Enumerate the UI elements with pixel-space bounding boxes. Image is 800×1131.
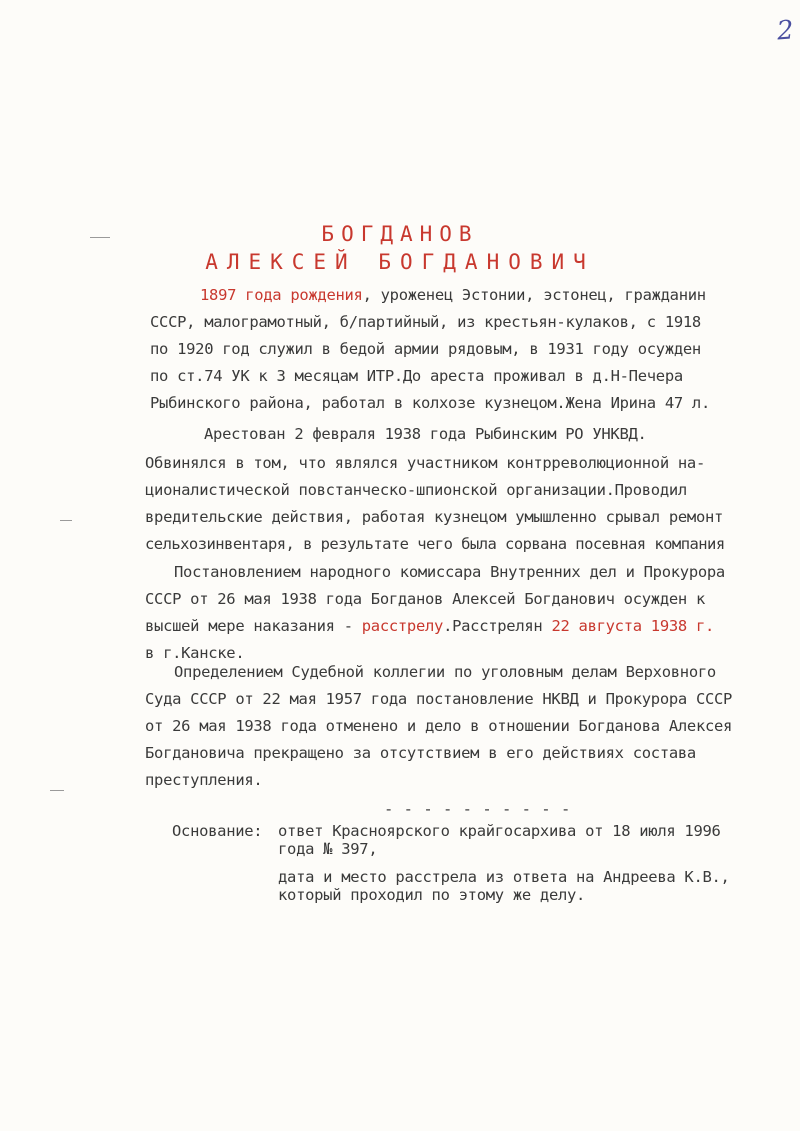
charge-line-3: вредительские действия, работая кузнецом умышленно срывал ремонт: [145, 508, 724, 526]
surname: БОГДАНОВ: [321, 222, 479, 246]
bio-line-3: по 1920 год служил в бедой армии рядовым, в 1931 году осужден: [150, 340, 701, 358]
arrest-line: Арестован 2 февраля 1938 года Рыбинским РО УНКВД.: [204, 425, 647, 443]
given-names: АЛЕКСЕЙ БОГДАНОВИЧ: [205, 250, 595, 274]
bio-line-5: Рыбинского района, работал в колхозе кузнецом.Жена Ирина 47 л.: [150, 394, 710, 412]
sentence-line-4: в г.Канске.: [145, 644, 245, 662]
charge-line-1: Обвинялся в том, что являлся участником контрреволюционной на-: [145, 454, 705, 472]
margin-mark: [50, 790, 64, 791]
margin-mark: [60, 520, 72, 521]
sentence-executed: расстрелу: [361, 617, 444, 635]
charge-line-2: ционалистической повстанческо-шпионской организации.Проводил: [145, 481, 687, 499]
sentence-line-3: высшей мере наказания - расстрелу.Расстрелян 22 августа 1938 г.: [145, 617, 715, 635]
bio-line-1: 1897 года рождения, уроженец Эстонии, эстонец, гражданин: [200, 286, 706, 304]
charge-line-4: сельхозинвентаря, в результате чего была сорвана посевная компания: [145, 535, 725, 553]
rehab-line-1: Определением Судебной коллегии по уголовным делам Верховного: [174, 663, 716, 681]
execution-date: 22 августа 1938 г.: [551, 617, 715, 635]
rehab-line-4: Богдановича прекращено за отсутствием в его действиях состава: [145, 744, 696, 762]
page-number: 2: [775, 15, 795, 47]
basis-item-2-line-1: дата и место расстрела из ответа на Андреева К.В.,: [278, 868, 730, 886]
rehab-line-5: преступления.: [145, 771, 263, 789]
bio-line-2: СССР, малограмотный, б/партийный, из крестьян-кулаков, с 1918: [150, 313, 701, 331]
separator: - - - - - - - - - -: [384, 800, 571, 818]
basis-item-1-line-2: года № 397,: [278, 840, 378, 858]
sentence-line-2: СССР от 26 мая 1938 года Богданов Алексей Богданович осужден к: [145, 590, 705, 608]
birth-year: 1897 года рождения: [200, 286, 363, 304]
basis-label: Основание:: [172, 822, 263, 840]
bio-line-4: по ст.74 УК к 3 месяцам ИТР.До ареста проживал в д.Н-Печера: [150, 367, 683, 385]
sentence-line-1: Постановлением народного комиссара Внутренних дел и Прокурора: [174, 563, 725, 581]
basis-item-1-line-1: ответ Красноярского крайгосархива от 18 июля 1996: [278, 822, 721, 840]
rehab-line-3: от 26 мая 1938 года отменено и дело в отношении Богданова Алексея: [145, 717, 733, 735]
rehab-line-2: Суда СССР от 22 мая 1957 года постановление НКВД и Прокурора СССР: [145, 690, 733, 708]
basis-item-2-line-2: который проходил по этому же делу.: [278, 886, 586, 904]
